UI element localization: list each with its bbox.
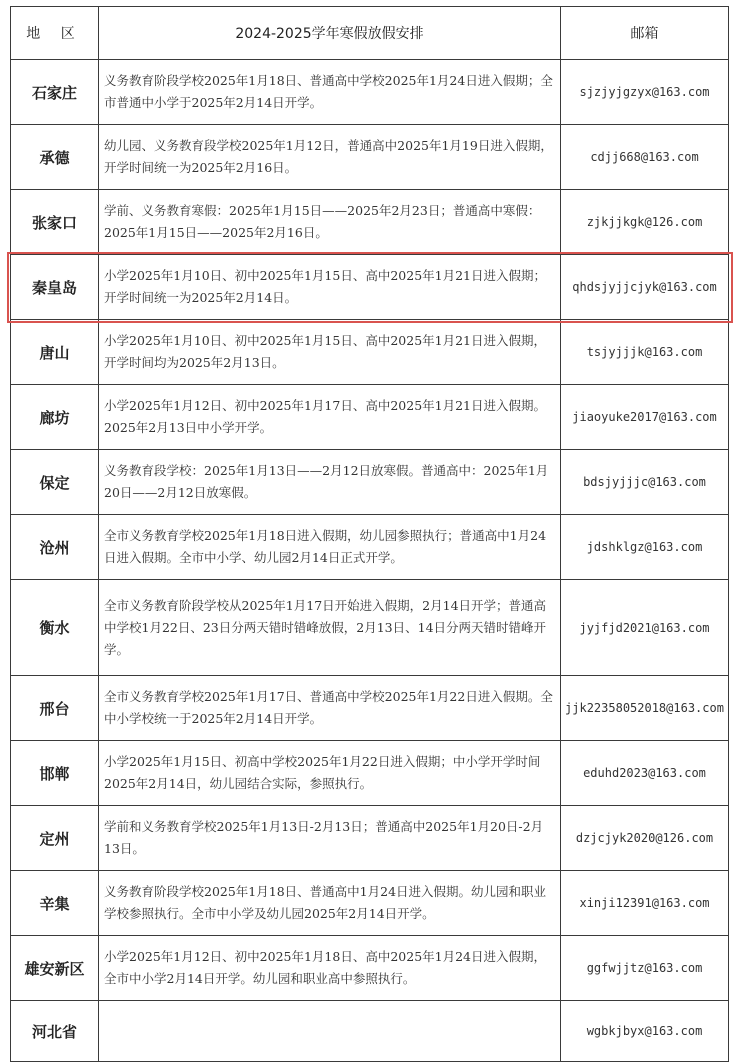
schedule-cell: 小学2025年1月15日、初高中学校2025年1月22日进入假期；中小学开学时间2025年2月14日，幼儿园结合实际，参照执行。: [99, 741, 561, 806]
column-header-schedule: 2024-2025学年寒假放假安排: [99, 7, 561, 60]
schedule-cell: 学前、义务教育寒假：2025年1月15日——2025年2月23日；普通高中寒假：2025年1月15日——2025年2月16日。: [99, 190, 561, 255]
table-row: [11, 385, 729, 450]
email-cell: xinji12391@163.com: [561, 871, 729, 936]
table-row: [11, 676, 729, 741]
email-cell: eduhd2023@163.com: [561, 741, 729, 806]
email-cell: zjkjjkgk@126.com: [561, 190, 729, 255]
table-row: [11, 190, 729, 255]
schedule-cell: 小学2025年1月10日、初中2025年1月15日、高中2025年1月21日进入假期；开学时间统一为2025年2月14日。: [99, 255, 561, 320]
table-row: [11, 60, 729, 125]
schedule-cell: 小学2025年1月12日、初中2025年1月17日、高中2025年1月21日进入假期。2025年2月13日中小学开学。: [99, 385, 561, 450]
table-row-highlighted: [11, 255, 729, 320]
region-cell: 邢台: [11, 676, 99, 741]
schedule-cell: 幼儿园、义务教育段学校2025年1月12日，普通高中2025年1月19日进入假期，开学时间统一为2025年2月16日。: [99, 125, 561, 190]
email-cell: dzjcjyk2020@126.com: [561, 806, 729, 871]
table-row: [11, 741, 729, 806]
region-cell: 河北省: [11, 1001, 99, 1062]
schedule-cell: 全市义务教育阶段学校从2025年1月17日开始进入假期，2月14日开学；普通高中学校1月22日、23日分两天错时错峰放假，2月13日、14日分两天错时错峰开学。: [99, 580, 561, 676]
schedule-cell: 小学2025年1月10日、初中2025年1月15日、高中2025年1月21日进入假期，开学时间均为2025年2月13日。: [99, 320, 561, 385]
table-row: [11, 936, 729, 1001]
email-cell: jjk22358052018@163.com: [561, 676, 729, 741]
table-row: [11, 515, 729, 580]
table-row: [11, 125, 729, 190]
schedule-cell: [99, 1001, 561, 1062]
email-cell: sjzjyjgzyx@163.com: [561, 60, 729, 125]
region-cell: 张家口: [11, 190, 99, 255]
region-cell: 雄安新区: [11, 936, 99, 1001]
email-cell: cdjj668@163.com: [561, 125, 729, 190]
region-cell: 唐山: [11, 320, 99, 385]
schedule-cell: 小学2025年1月12日、初中2025年1月18日、高中2025年1月24日进入假期，全市中小学2月14日开学。幼儿园和职业高中参照执行。: [99, 936, 561, 1001]
schedule-cell: 义务教育段学校：2025年1月13日——2月12日放寒假。普通高中：2025年1月20日——2月12日放寒假。: [99, 450, 561, 515]
email-cell: tsjyjjjk@163.com: [561, 320, 729, 385]
table-row: [11, 871, 729, 936]
table-header-row: [11, 7, 729, 60]
table-row: [11, 806, 729, 871]
table-row: [11, 580, 729, 676]
region-cell: 邯郸: [11, 741, 99, 806]
region-cell: 保定: [11, 450, 99, 515]
email-cell: jyjfjd2021@163.com: [561, 580, 729, 676]
schedule-cell: 义务教育阶段学校2025年1月18日、普通高中学校2025年1月24日进入假期；全市普通中小学于2025年2月14日开学。: [99, 60, 561, 125]
column-header-region: 地 区: [11, 7, 99, 60]
table-row: [11, 320, 729, 385]
vacation-table-container: [10, 6, 728, 1062]
email-cell: wgbkjbyx@163.com: [561, 1001, 729, 1062]
table-row: [11, 1001, 729, 1062]
email-cell: qhdsjyjjcjyk@163.com: [561, 255, 729, 320]
table-row: [11, 450, 729, 515]
region-cell: 辛集: [11, 871, 99, 936]
region-cell: 定州: [11, 806, 99, 871]
region-cell: 衡水: [11, 580, 99, 676]
email-cell: jdshklgz@163.com: [561, 515, 729, 580]
schedule-cell: 学前和义务教育学校2025年1月13日-2月13日；普通高中2025年1月20日-2月13日。: [99, 806, 561, 871]
email-cell: jiaoyuke2017@163.com: [561, 385, 729, 450]
schedule-cell: 全市义务教育学校2025年1月18日进入假期，幼儿园参照执行；普通高中1月24日进入假期。全市中小学、幼儿园2月14日正式开学。: [99, 515, 561, 580]
region-cell: 承德: [11, 125, 99, 190]
email-cell: ggfwjjtz@163.com: [561, 936, 729, 1001]
vacation-table: [10, 6, 729, 1062]
region-cell: 石家庄: [11, 60, 99, 125]
column-header-email: 邮箱: [561, 7, 729, 60]
region-cell: 廊坊: [11, 385, 99, 450]
schedule-cell: 义务教育阶段学校2025年1月18日、普通高中1月24日进入假期。幼儿园和职业学校参照执行。全市中小学及幼儿园2025年2月14日开学。: [99, 871, 561, 936]
schedule-cell: 全市义务教育学校2025年1月17日、普通高中学校2025年1月22日进入假期。全中小学校统一于2025年2月14日开学。: [99, 676, 561, 741]
email-cell: bdsjyjjjc@163.com: [561, 450, 729, 515]
region-cell: 沧州: [11, 515, 99, 580]
region-cell: 秦皇岛: [11, 255, 99, 320]
